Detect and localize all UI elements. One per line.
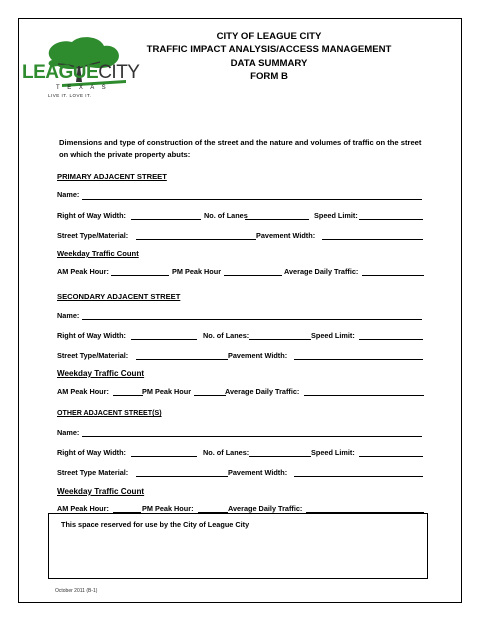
secondary-speed-field[interactable] (359, 330, 423, 340)
primary-count-title: Weekday Traffic Count (57, 249, 139, 258)
other-pm-field[interactable] (198, 503, 228, 513)
primary-speed-field[interactable] (359, 210, 423, 220)
other-adt-field[interactable] (306, 503, 424, 513)
secondary-pm-field[interactable] (194, 386, 226, 396)
secondary-type-field[interactable] (136, 350, 228, 360)
other-name-field[interactable] (82, 427, 422, 437)
header-line-4: FORM B (250, 70, 288, 82)
logo-wordmark: LEAGUECITY (22, 62, 140, 83)
form-header (108, 30, 430, 83)
primary-section-title: PRIMARY ADJACENT STREET (57, 172, 167, 181)
other-type-field[interactable] (136, 467, 228, 477)
other-pavement-field[interactable] (294, 467, 423, 477)
other-am-field[interactable] (113, 503, 141, 513)
other-count-title: Weekday Traffic Count (57, 487, 145, 496)
secondary-lanes-field[interactable] (249, 330, 311, 340)
secondary-row-width-field[interactable] (131, 330, 197, 340)
primary-name-field[interactable] (82, 190, 422, 200)
other-lanes-field[interactable] (249, 447, 311, 457)
secondary-pavement-field[interactable] (294, 350, 423, 360)
primary-pavement-field[interactable] (322, 230, 423, 240)
primary-type-field[interactable] (136, 230, 256, 240)
other-speed-field[interactable] (359, 447, 423, 457)
logo-tagline: LIVE IT. LOVE IT. (48, 93, 92, 98)
secondary-am-field[interactable] (113, 386, 143, 396)
header-line-3: DATA SUMMARY (230, 57, 308, 69)
primary-pm-field[interactable] (224, 266, 282, 276)
header-line-2: TRAFFIC IMPACT ANALYSIS/ACCESS MANAGEMENT (146, 44, 392, 56)
other-section-title: OTHER ADJACENT STREET(S) (57, 409, 162, 417)
secondary-name-field[interactable] (82, 310, 422, 320)
reserved-box-label: This space reserved for use by the City of League City (61, 520, 250, 529)
secondary-section-title: SECONDARY ADJACENT STREET (57, 292, 181, 301)
other-row-width-field[interactable] (131, 447, 197, 457)
footer-date: October 2011 (B-1) (55, 588, 98, 594)
primary-adt-field[interactable] (362, 266, 424, 276)
secondary-count-title: Weekday Traffic Count (57, 369, 145, 378)
intro-text: Dimensions and type of construction of the street and the nature and volumes of traffic on the street on which the private property abuts: (59, 138, 422, 159)
secondary-adt-field[interactable] (304, 386, 424, 396)
primary-lanes-field[interactable] (245, 210, 309, 220)
header-line-1: CITY OF LEAGUE CITY (216, 31, 322, 42)
primary-name-row: Name: (57, 190, 80, 199)
primary-row-width-field[interactable] (131, 210, 201, 220)
logo-texas: T E X A S (56, 85, 109, 91)
reserved-box[interactable] (48, 513, 428, 579)
primary-am-field[interactable] (111, 266, 169, 276)
